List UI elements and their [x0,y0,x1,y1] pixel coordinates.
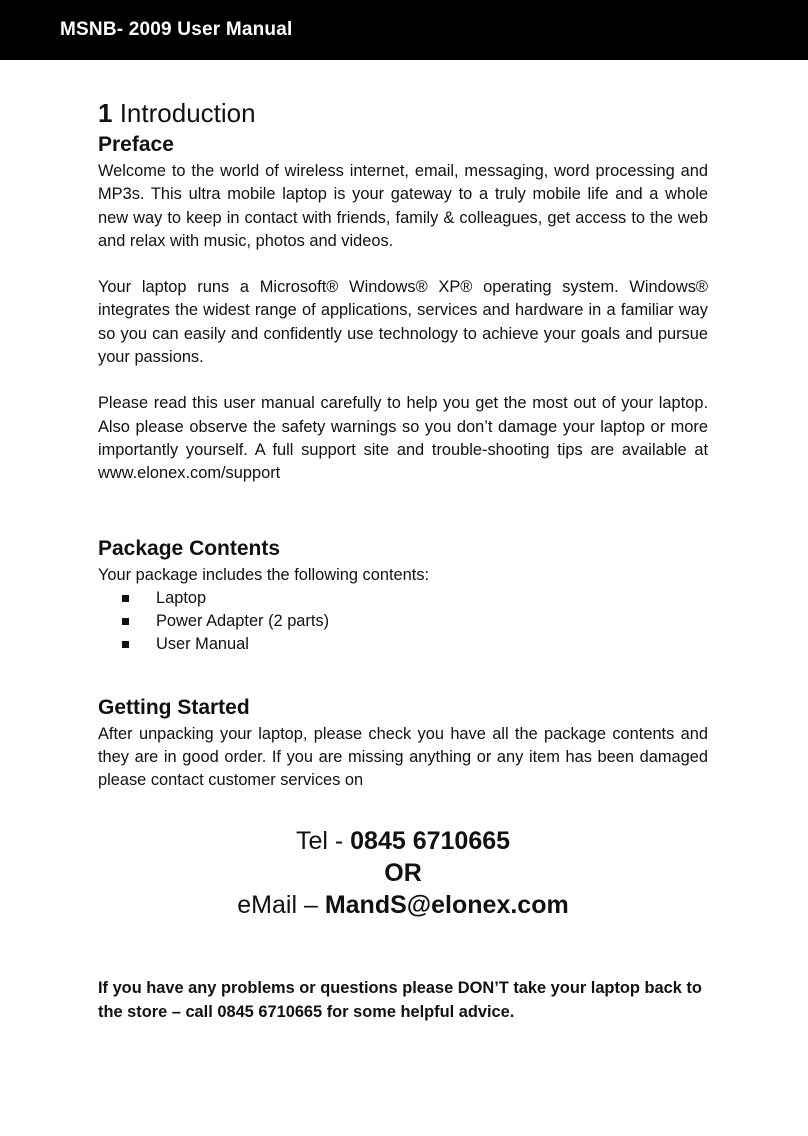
package-contents-intro: Your package includes the following contents: [98,565,430,584]
email-address: MandS@elonex.com [324,890,569,919]
support-notice: If you have any problems or questions please DON’T take your laptop back to the store – call 0845 6710665 for some helpful advice. [98,978,702,1021]
list-item [98,587,708,610]
list-item-label: Laptop [156,588,207,607]
list-item [98,633,708,656]
preface-paragraph-2: Your laptop runs a Microsoft® Windows® XP® operating system. Windows® integrates the widest range of applications, services and hardware in a familiar way so you can easily and confidently use technology to achieve your goals and pursue your passions. [98,278,708,367]
package-contents-heading: Package Contents [98,536,281,560]
header-bar [0,0,808,60]
bullet-icon [122,595,129,602]
chapter-title: Introduction [119,98,256,128]
package-contents-list [98,587,708,657]
list-item-label: Power Adapter (2 parts) [156,612,330,631]
preface-paragraph-1: Welcome to the world of wireless internet, email, messaging, word processing and MP3s. This ultra mobile laptop is your gateway to a truly mobile life and a whole new way to keep in contact with friends, family & colleagues, get access to the web and relax with music, photos and videos. [98,162,708,250]
contact-email: eMail – MandS@elonex.com [237,890,569,919]
getting-started-heading: Getting Started [98,695,250,719]
page-content [98,96,708,1024]
bullet-icon [122,641,129,648]
list-item-label: User Manual [156,635,249,654]
preface-paragraph-3: Please read this user manual carefully to help you get the most out of your laptop. Also please observe the safety warnings so you don’t damage your laptop or more importantly yourself. A full support site and trouble-shooting tips are available at www.elonex.com/support [98,394,708,483]
chapter-heading [98,96,708,130]
tel-number: 0845 6710665 [350,826,511,855]
getting-started-text: After unpacking your laptop, please check you have all the package contents and they are in good order. If you are missing anything or any item has been damaged please contact customer services on [98,724,708,790]
manual-title: MSNB- 2009 User Manual [60,19,293,40]
contact-or: OR [384,858,422,887]
list-item [98,610,708,633]
chapter-number: 1 [98,98,113,128]
bullet-icon [122,618,129,625]
contact-tel: Tel - 0845 6710665 [295,826,511,855]
preface-heading: Preface [98,133,174,156]
contact-block [98,825,708,921]
